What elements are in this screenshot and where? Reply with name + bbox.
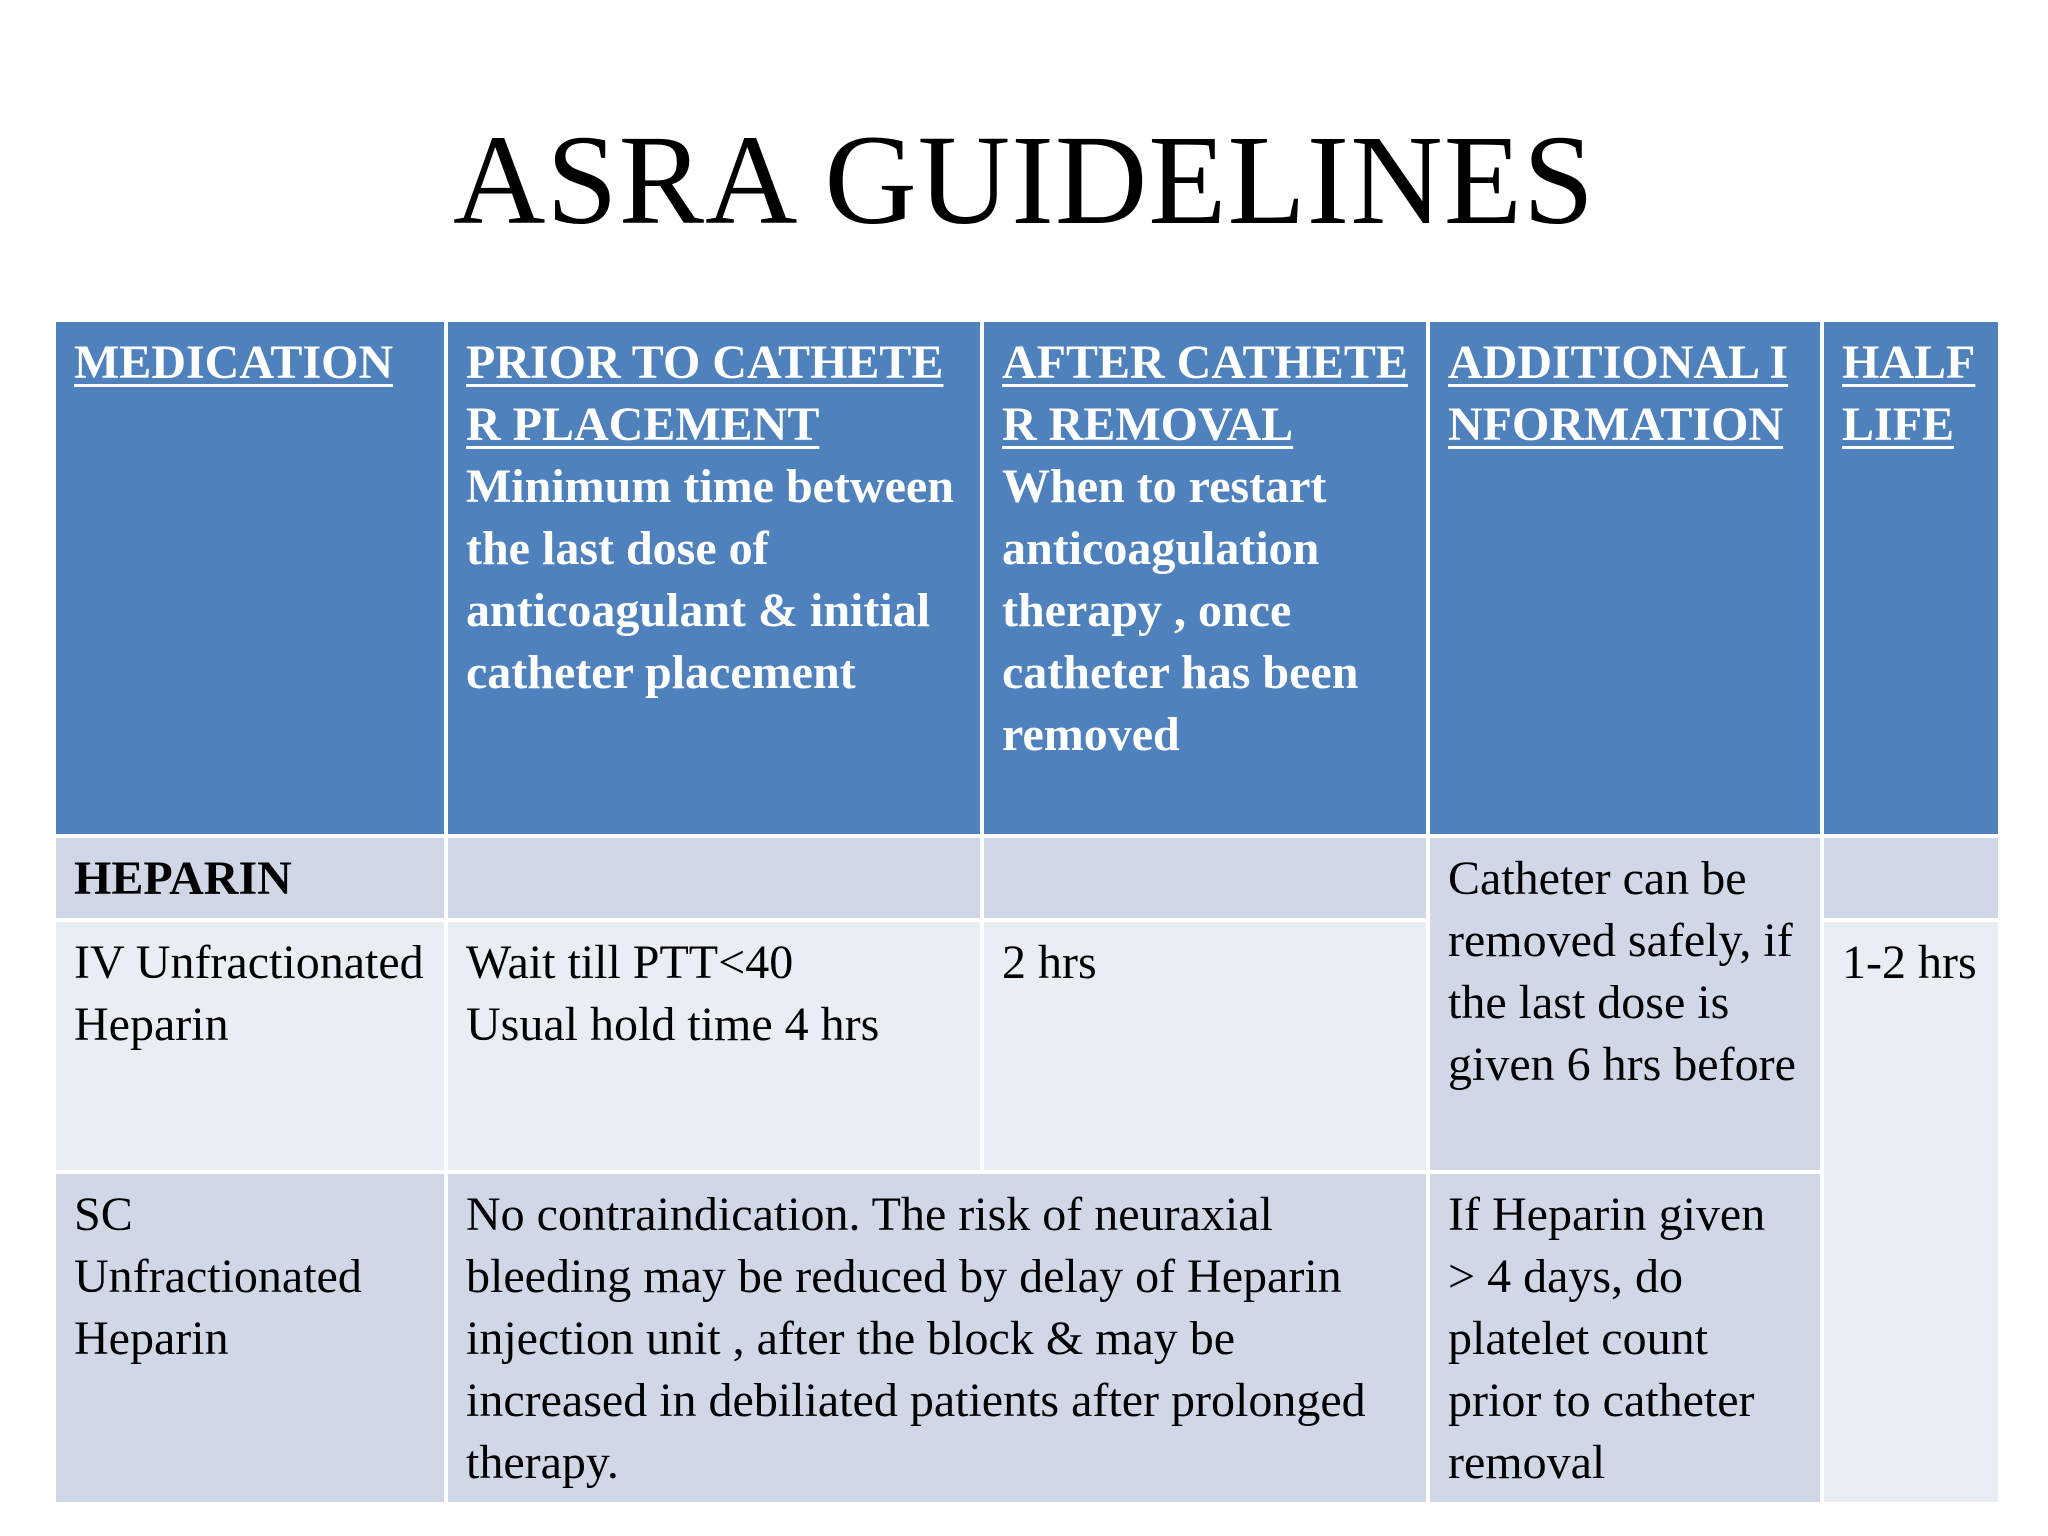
table-row-sc-heparin xyxy=(54,1172,2000,1504)
cell-line: Usual hold time 4 hrs xyxy=(466,998,880,1051)
header-after-removal xyxy=(982,320,1428,836)
cell-medication: HEPARIN xyxy=(54,836,446,920)
cell-note: No contraindication. The risk of neuraxial bleeding may be reduced by delay of Heparin injection unit , after the block & may be increased in debiliated patients after prolonged therapy. xyxy=(446,1172,1428,1504)
header-medication xyxy=(54,320,446,836)
header-subtitle: When to restart anticoagulation therapy , once catheter has been removed xyxy=(1002,460,1359,761)
cell-additional-info: If Heparin given > 4 days, do platelet count prior to catheter removal xyxy=(1428,1172,1822,1504)
header-title: ADDITIONAL INFORMATION xyxy=(1448,336,1789,451)
cell-prior-to-placement xyxy=(446,920,982,1172)
header-title: AFTER CATHETER REMOVAL xyxy=(1002,336,1408,451)
header-subtitle: Minimum time between the last dose of anticoagulant & initial catheter placement xyxy=(466,460,954,699)
cell-half-life: 1-2 hrs xyxy=(1822,920,2000,1504)
header-additional-information xyxy=(1428,320,1822,836)
header-title: HALF LIFE xyxy=(1842,336,1976,451)
header-row xyxy=(54,320,2000,836)
table-row-heparin xyxy=(54,836,2000,920)
cell-empty xyxy=(1822,836,2000,920)
header-title: MEDICATION xyxy=(74,336,394,389)
cell-empty xyxy=(982,836,1428,920)
header-prior-to-placement xyxy=(446,320,982,836)
cell-after-removal: 2 hrs xyxy=(982,920,1428,1172)
header-title: PRIOR TO CATHETER PLACEMENT xyxy=(466,336,944,451)
header-half-life xyxy=(1822,320,2000,836)
cell-empty xyxy=(446,836,982,920)
slide-title: ASRA GUIDELINES xyxy=(452,109,1596,251)
cell-medication: IV Unfractionated Heparin xyxy=(54,920,446,1172)
cell-medication: SC Unfractionated Heparin xyxy=(54,1172,446,1504)
cell-additional-info: Catheter can be removed safely, if the last dose is given 6 hrs before xyxy=(1428,836,1822,1172)
cell-line: Wait till PTT<40 xyxy=(466,936,794,989)
guidelines-table xyxy=(52,318,2002,1506)
